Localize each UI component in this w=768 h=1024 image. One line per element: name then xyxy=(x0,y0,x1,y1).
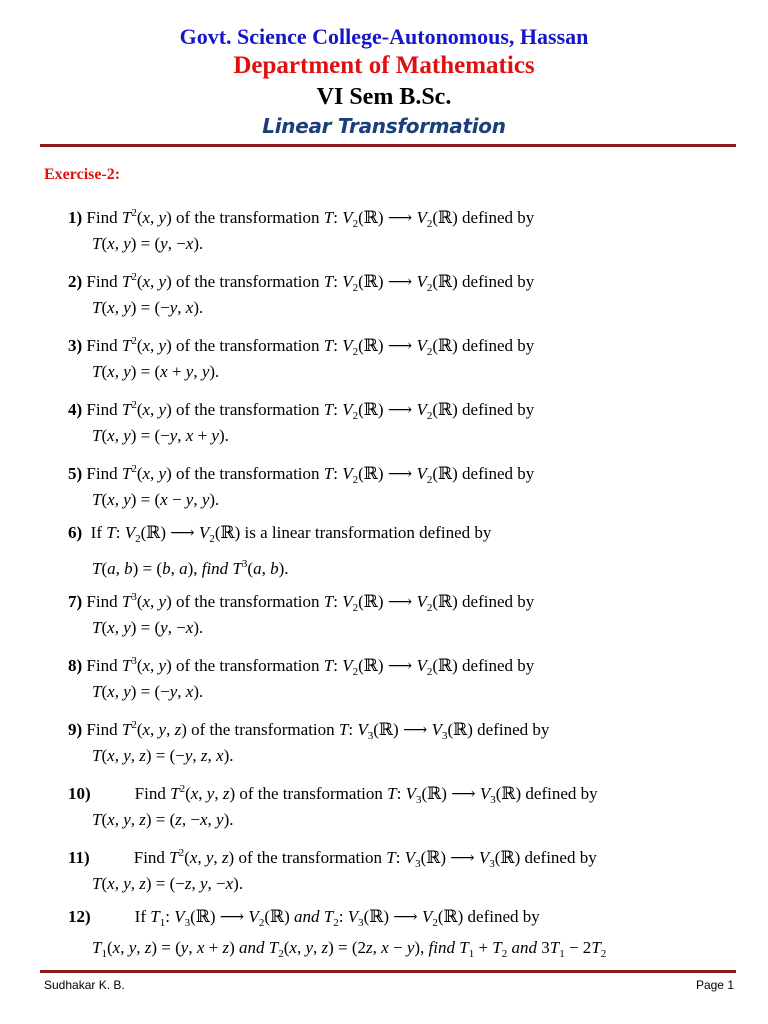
problem-text: Find $T^2(x$, y) of the transformation T: $V_2(ℝ)$ ⟶ $V_2(ℝ)$ defined by xyxy=(86,207,535,230)
problem-number: 10) xyxy=(68,784,91,803)
problem-statement xyxy=(68,266,534,299)
problem-number: 3) xyxy=(68,336,83,355)
problem-definition: T(x, y) = (−y, x + y). xyxy=(92,426,229,445)
problem-statement xyxy=(68,842,597,875)
problem-number: 7) xyxy=(68,592,83,611)
problem-statement xyxy=(68,330,534,363)
problem-definition: T(x, y, z) = (−z, y, −x). xyxy=(92,874,244,893)
topic-title: Linear Transformation xyxy=(262,114,506,138)
college-name: Govt. Science College-Autonomous, Hassan xyxy=(179,24,589,49)
exercise-title: Exercise-2: xyxy=(44,166,121,183)
problem-number: 8) xyxy=(68,656,83,675)
problem-definition: T(x, y) = (−y, x). xyxy=(92,298,204,317)
problem-statement xyxy=(68,650,534,683)
problem-definition: T(x, y, z) = (−y, z, x). xyxy=(92,746,234,765)
problem-statement xyxy=(68,586,534,619)
problem-text: Find $T^2(x$, y) of the transformation T: $V_2(ℝ)$ ⟶ $V_2(ℝ)$ defined by xyxy=(86,463,535,486)
problem-definition: T(x, y) = (y, −x). xyxy=(92,234,204,253)
problem-statement xyxy=(68,458,534,491)
footer-rule xyxy=(40,970,736,973)
footer-author: Sudhakar K. B. xyxy=(44,978,125,992)
problem-number: 9) xyxy=(68,720,83,739)
problem-text: Find $T^2(x$, y) of the transformation T: $V_2(ℝ)$ ⟶ $V_2(ℝ)$ defined by xyxy=(86,399,535,422)
problem-number: 12) xyxy=(68,907,91,926)
problem-definition: T(x, y, z) = (z, −x, y). xyxy=(92,810,234,829)
problem-text: Find $T^2(x$, y, z) of the transformation T: $V_3(ℝ)$ ⟶ $V_3(ℝ)$ defined by xyxy=(86,719,550,742)
problem-text: Find $T^2(x$, y, z) of the transformation T: $V_3(ℝ)$ ⟶ $V_3(ℝ)$ defined by xyxy=(133,847,597,870)
problem-number: 5) xyxy=(68,464,83,483)
footer-page-number: Page 1 xyxy=(695,978,734,992)
problem-definition: $T_1(x$, y, z) = (y, x + z) and $T_2(x$, y, z) = (2z, x − y), find $T_1 + T_2$ and $3T_1 - 2T_2$ xyxy=(92,938,607,960)
problem-number: 2) xyxy=(68,272,83,291)
problem-text: Find $T^3(x$, y) of the transformation T: $V_2(ℝ)$ ⟶ $V_2(ℝ)$ defined by xyxy=(86,591,535,614)
header-rule xyxy=(40,144,736,147)
problem-text: Find $T^3(x$, y) of the transformation T: $V_2(ℝ)$ ⟶ $V_2(ℝ)$ defined by xyxy=(86,655,535,678)
problem-text: Find $T^2(x$, y) of the transformation T: $V_2(ℝ)$ ⟶ $V_2(ℝ)$ defined by xyxy=(86,271,535,294)
problem-number: 4) xyxy=(68,400,83,419)
problem-number: 11) xyxy=(68,848,90,867)
problem-definition: T(a, b) = (b, a), find $T^3(a$, b). xyxy=(92,558,289,578)
problem-text: Find $T^2(x$, y) of the transformation T: $V_2(ℝ)$ ⟶ $V_2(ℝ)$ defined by xyxy=(86,335,535,358)
problem-statement xyxy=(68,906,540,934)
problem-text: If $T_1$: $V_3(ℝ)$ ⟶ $V_2(ℝ)$ and $T_2$: $V_3(ℝ)$ ⟶ $V_2(ℝ)$ defined by xyxy=(134,907,540,929)
problem-text: Find $T^2(x$, y, z) of the transformation T: $V_3(ℝ)$ ⟶ $V_3(ℝ)$ defined by xyxy=(134,783,598,806)
problem-definition: T(x, y) = (x − y, y). xyxy=(92,490,220,509)
problem-statement xyxy=(68,394,534,427)
semester-title: VI Sem B.Sc. xyxy=(316,84,452,110)
problem-definition: T(x, y) = (y, −x). xyxy=(92,618,204,637)
problem-number: 1) xyxy=(68,208,83,227)
problem-statement xyxy=(68,778,598,811)
problem-statement xyxy=(68,522,491,550)
problem-statement xyxy=(68,202,534,235)
problem-text: If T: $V_2(ℝ)$ ⟶ $V_2(ℝ)$ is a linear transformation defined by xyxy=(86,523,492,545)
department-name: Department of Mathematics xyxy=(233,52,535,79)
problem-definition: T(x, y) = (−y, x). xyxy=(92,682,204,701)
problem-definition: T(x, y) = (x + y, y). xyxy=(92,362,220,381)
problem-number: 6) xyxy=(68,523,83,542)
problem-statement xyxy=(68,714,549,747)
